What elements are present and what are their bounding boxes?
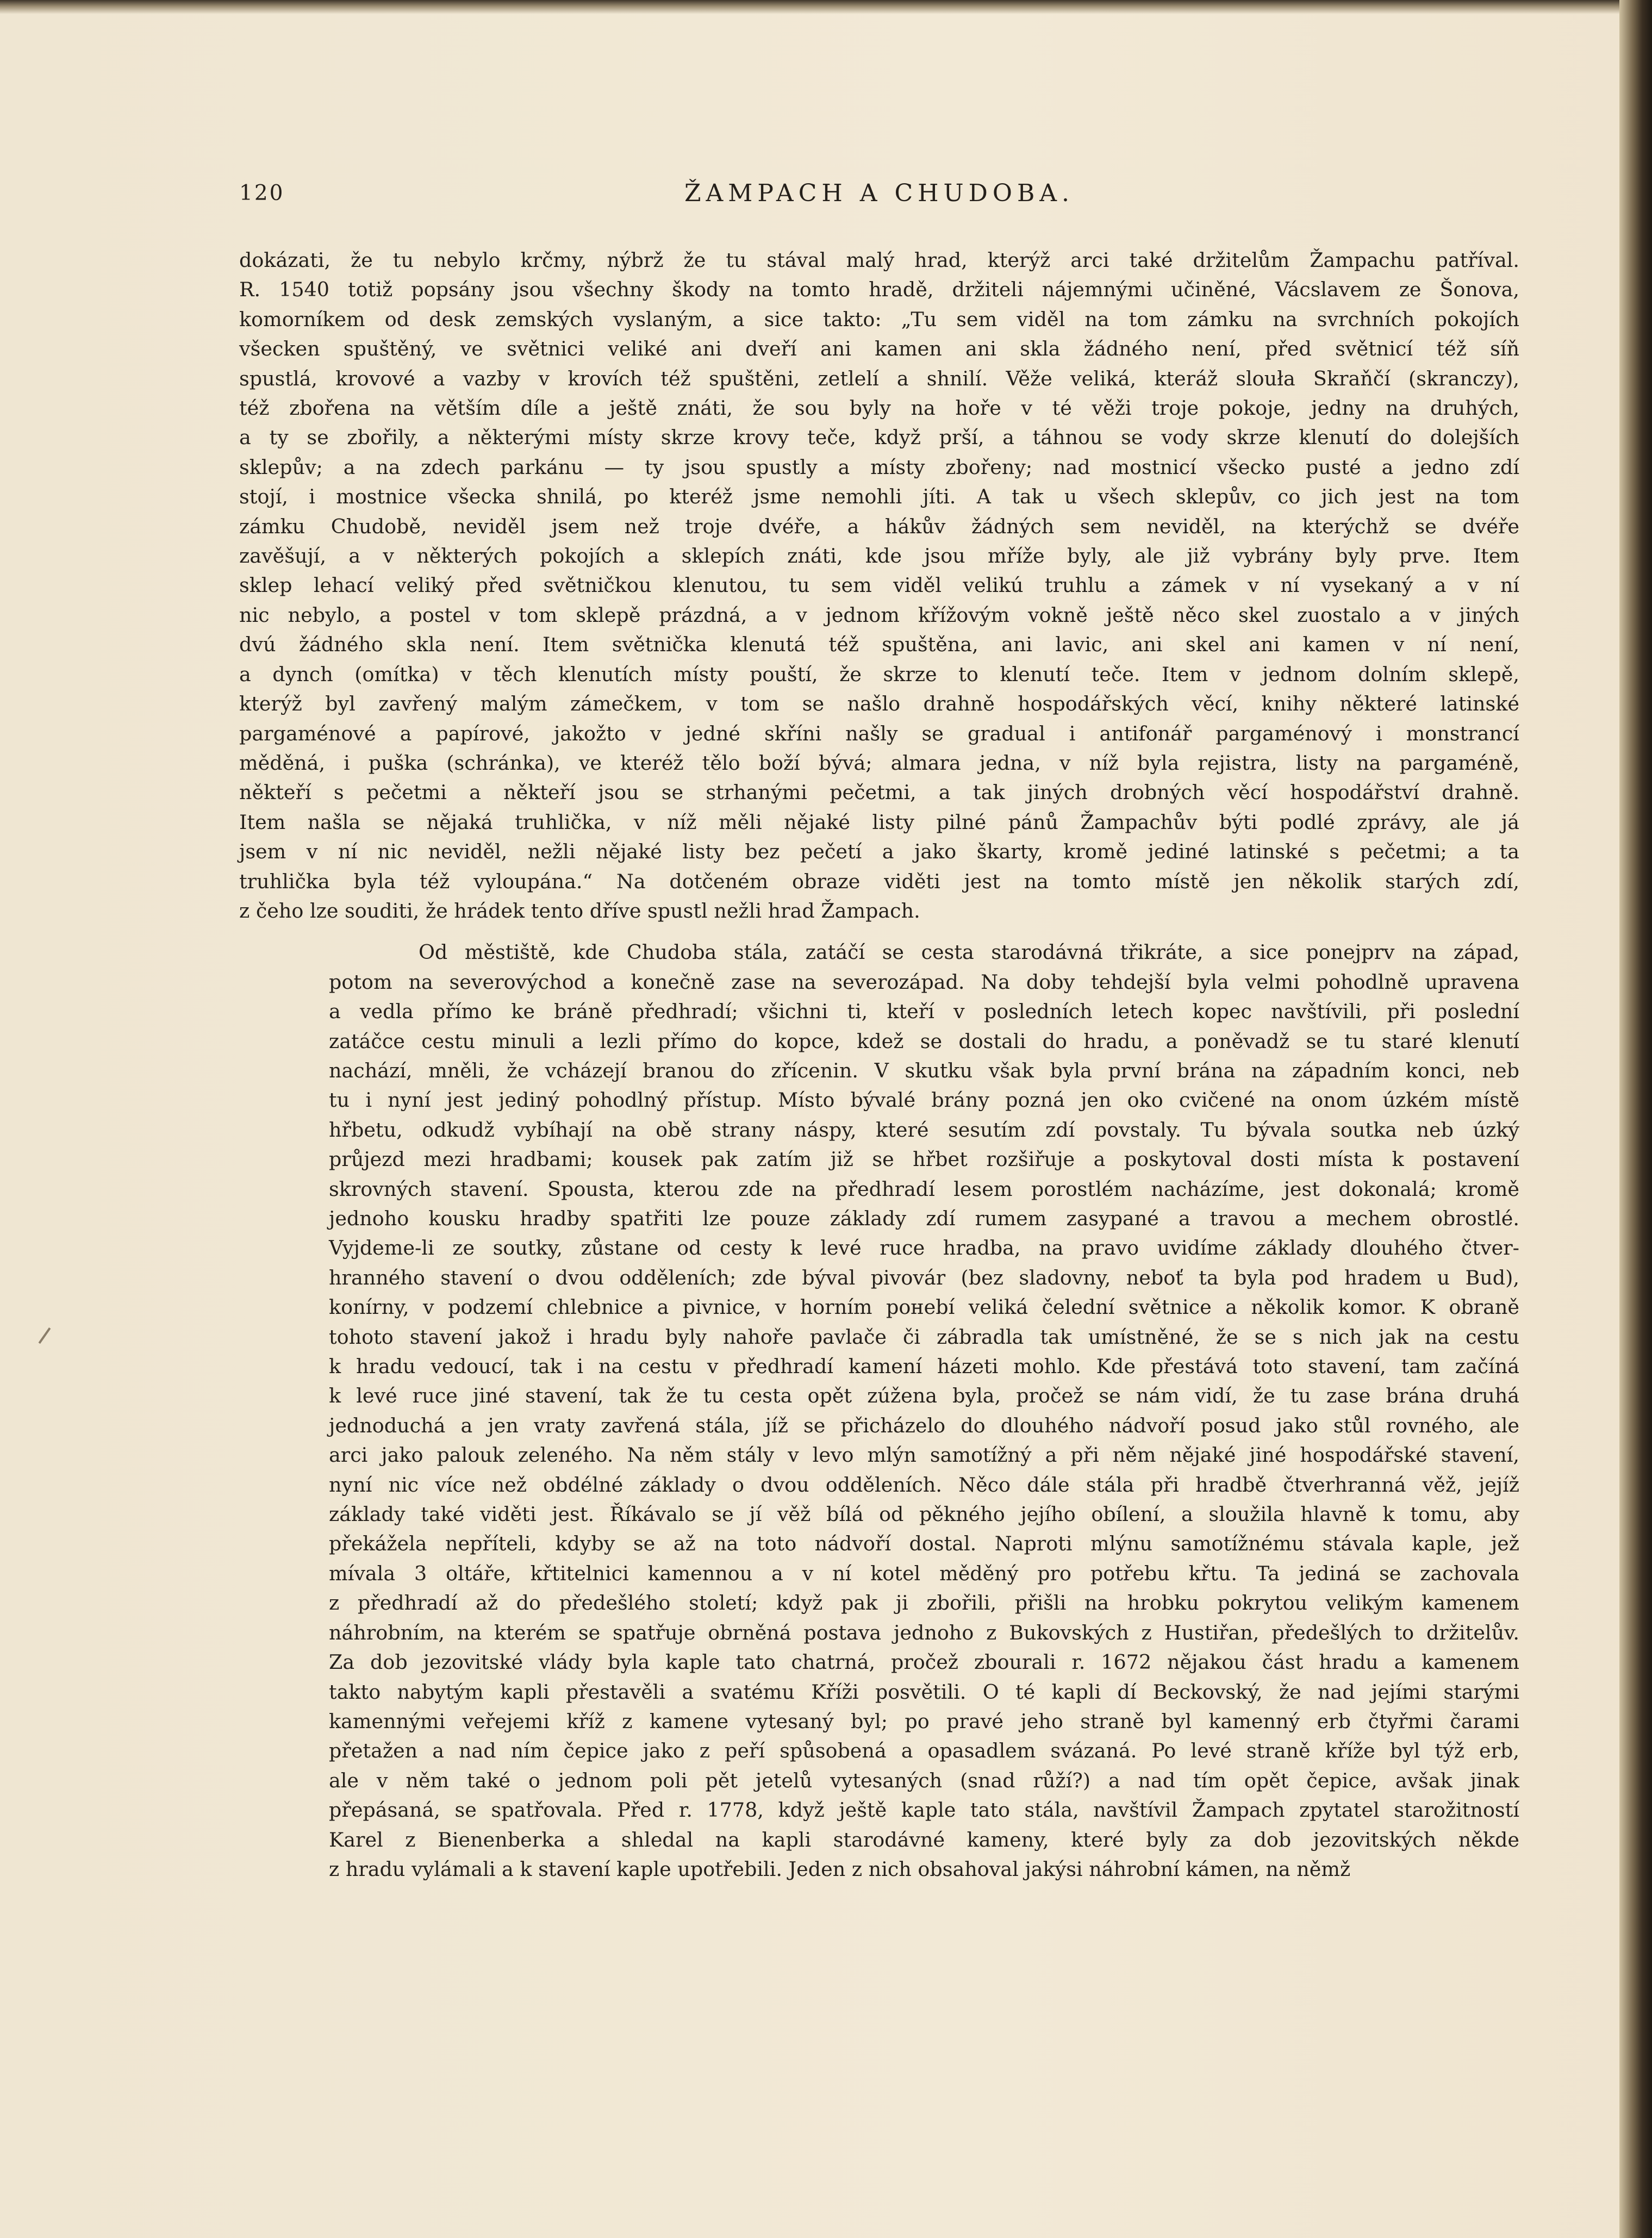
text-line: komorníkem od desk zemských vyslaným, a sice takto: „Tu sem viděl na tom zámku na svrchních pokojích — [239, 307, 1519, 331]
text-line: z hradu vylámali a k stavení kaple upotřebili. Jeden z nich obsahoval jakýsi náhrobní kámen, na němž — [329, 1857, 1351, 1881]
text-line: někteří s pečetmi a někteří jsou se strhanými pečetmi, a tak jiných drobných věcí hospodářství drahně. — [239, 781, 1519, 805]
paragraph — [239, 246, 1519, 926]
text-line: zavěšují, a v některých pokojích a sklepích znáti, kde jsou mříže byly, ale již vybrány byly prve. Item — [239, 544, 1519, 568]
text-line: Karel z Bienenberka a shledal na kapli starodávné kameny, které byly za dob jezovitských někde — [329, 1828, 1519, 1852]
text-line: z čeho lze souditi, že hrádek tento dříve spustl nežli hrad Žampach. — [239, 899, 920, 922]
page-header — [239, 177, 1519, 210]
page-number: 120 — [239, 181, 285, 205]
book-binding-edge — [1619, 0, 1652, 2238]
text-line: takto nabytým kapli přestavěli a svatému Kříži posvětili. O té kapli dí Beckovský, že nad jejími starými — [329, 1680, 1519, 1704]
text-line: všecken spuštěný, ve světnici veliké ani dveří ani kamen ani skla žádného není, před světnicí též síň — [239, 337, 1519, 361]
text-line: mívala 3 oltáře, křtitelnici kamennou a v ní kotel měděný pro potřebu křtu. Ta jediná se zachovala — [329, 1561, 1519, 1585]
text-line: nyní nic více než obdélné základy o dvou odděleních. Něco dále stála při hradbě čtverhranná věž, jejíž — [329, 1473, 1519, 1497]
text-line: z předhradí až do předešlého století; když pak ji zbořili, přišli na hrobku pokrytou velikým kamenem — [329, 1591, 1519, 1615]
text-line: Item našla se nějaká truhlička, v níž měli nějaké listy pilné pánů Žampachův býti podlé zprávy, ale já — [239, 810, 1519, 834]
text-line: truhlička byla též vyloupána.“ Na dotčeném obraze viděti jest na tomto místě jen několik starých zdí, — [239, 869, 1519, 893]
text-line: tohoto stavení jakož i hradu byly nahoře pavlače či zábradla tak umístněné, že se s nich jak na cestu — [329, 1325, 1519, 1349]
text-line: tu i nyní jest jediný pohodlný přístup. Místo bývalé brány pozná jen oko cvičené na onom úzkém místě — [329, 1088, 1519, 1112]
paragraph — [239, 938, 1519, 1884]
text-line: základy také viděti jest. Říkávalo se jí věž bílá od pěkného jejího obílení, a sloužila hlavně k tomu, aby — [329, 1503, 1519, 1526]
text-line: zámku Chudobě, neviděl jsem než troje dvéře, a hákův žádných sem neviděl, na kterýchž se dvéře — [239, 514, 1519, 538]
text-line: jednoduchá a jen vraty zavřená stála, jíž se přicházelo do dlouhého nádvoří posud jako stůl rovného, ale — [329, 1413, 1519, 1437]
text-line: překážela nepříteli, kdyby se až na toto nádvoří dostal. Naproti mlýnu samotížnému stávala kaple, jež — [329, 1532, 1519, 1556]
text-line: průjezd mezi hradbami; kousek pak zatím již se hřbet rozšiřuje a poskytoval dosti místa k postavení — [329, 1148, 1519, 1171]
text-line: nic nebylo, a postel v tom sklepě prázdná, a v jednom křížovým vokně ještě něco skel zuostalo a v jiných — [239, 603, 1519, 627]
text-line: arci jako palouk zeleného. Na něm stály v levo mlýn samotížný a při něm nějaké jiné hospodářské stavení, — [329, 1443, 1519, 1467]
text-line: Od městiště, kde Chudoba stála, zatáčí se cesta starodávná třikráte, a sice ponejprv na západ, — [419, 940, 1519, 964]
text-line: stojí, i mostnice všecka shnilá, po kteréž jsme nemohli jíti. A tak u všech sklepův, co jich jest na tom — [239, 485, 1519, 509]
text-line: ale v něm také o jednom poli pět jetelů vytesaných (snad růží?) a nad tím opět čepice, avšak jinak — [329, 1768, 1519, 1792]
text-line: pargaménové a papírové, jakožto v jedné skříni našly se gradual i antifonář pargaménový i monstrancí — [239, 721, 1519, 745]
text-line: hranného stavení o dvou odděleních; zde býval pivovár (bez sladovny, neboť ta byla pod hradem u Bud), — [329, 1266, 1519, 1289]
text-line: kterýž byl zavřený malým zámečkem, v tom se našlo drahně hospodářských věcí, knihy některé latinské — [239, 692, 1519, 716]
text-line: skrovných stavení. Spousta, kterou zde na předhradí lesem porostlém nacházíme, jest dokonalá; kromě — [329, 1177, 1519, 1201]
text-line: sklep lehací veliký před světničkou klenutou, tu sem viděl velikú truhlu a zámek v ní vysekaný a v ní — [239, 573, 1519, 597]
text-line: a ty se zbořily, a některými místy skrze krovy teče, když prší, a táhnou se vody skrze klenutí do dolejších — [239, 426, 1519, 450]
text-line: Vyjdeme-li ze soutky, zůstane od cesty k levé ruce hradba, na pravo uvidíme základy dlouhého čtver- — [329, 1236, 1519, 1260]
running-title: ŽAMPACH A CHUDOBA. — [684, 179, 1075, 207]
text-line: přepásaná, se spatřovala. Před r. 1778, když ještě kaple tato stála, navštívil Žampach zpytatel starožitností — [329, 1798, 1519, 1822]
text-line: R. 1540 totiž popsány jsou všechny škody na tomto hradě, držiteli nájemnými učiněné, Vácslavem ze Šonova, — [239, 278, 1519, 302]
text-line: kamennými veřejemi kříž z kamene vytesaný byl; po pravé jeho straně byl kamenný erb čtyřmi čarami — [329, 1709, 1519, 1733]
text-line: potom na severovýchod a konečně zase na severozápad. Na doby tehdejší byla velmi pohodlně upravena — [329, 970, 1519, 994]
page-top-shadow — [0, 0, 1619, 14]
text-line: a dynch (omítka) v těch klenutích místy pouští, že skrze to klenutí teče. Item v jednom dolním sklepě, — [239, 662, 1519, 686]
text-line: konírny, v podzemí chlebnice a pivnice, v horním poнebí veliká čelední světnice a několik komor. K obraně — [329, 1295, 1519, 1319]
body-text — [239, 246, 1519, 1884]
text-line: sklepův; a na zdech parkánu — ty jsou spustly a místy zbořeny; nad mostnicí všecko pusté a jedno zdí — [239, 455, 1519, 479]
text-line: k levé ruce jiné stavení, tak že tu cesta opět zúžena byla, pročež se nám vidí, že tu zase brána druhá — [329, 1384, 1519, 1408]
text-line: spustlá, krovové a vazby v krovích též spuštěni, zetlelí a shnilí. Věže veliká, kteráž slouła Skraňčí (skranczy), — [239, 366, 1519, 390]
text-line: přetažen a nad ním čepice jako z peří spůsobená a opasadlem svázaná. Po levé straně kříže byl týž erb, — [329, 1739, 1519, 1763]
text-line: též zbořena na větším díle a ještě znáti, že sou byly na hoře v té věži troje pokoje, jedny na druhých, — [239, 396, 1519, 420]
text-line: jsem v ní nic neviděl, nežli nějaké listy bez pečetí a jako škarty, kromě jediné latinské s pečetmi; a ta — [239, 840, 1519, 864]
text-line: dvú žádného skla není. Item světnička klenutá též spuštěna, ani lavic, ani skel ani kamen v ní není, — [239, 633, 1519, 657]
text-line: náhrobním, na kterém se spatřuje obrněná postava jednoho z Bukovských z Hustiřan, předešlých to držitelův. — [329, 1620, 1519, 1644]
text-line: měděná, i puška (schránka), ve kteréž tělo boží bývá; almara jedna, v níž byla rejistra, listy na pargaméně, — [239, 751, 1519, 775]
text-line: nachází, mněli, že vcházejí branou do zřícenin. V skutku však byla první brána na západním konci, neb — [329, 1058, 1519, 1082]
text-line: jednoho kousku hradby spatřiti lze pouze základy zdí rumem zasypané a travou a mechem obrostlé. — [329, 1207, 1519, 1230]
text-line: Za dob jezovitské vlády byla kaple tato chatrná, pročež zbourali r. 1672 nějakou část hradu a kamenem — [329, 1650, 1519, 1674]
margin-pencil-mark — [39, 1327, 51, 1344]
text-line: zatáčce cestu minuli a lezli přímo do kopce, kdež se dostali do hradu, a poněvadž se tu staré klenutí — [329, 1029, 1519, 1053]
text-line: dokázati, že tu nebylo krčmy, nýbrž že tu stával malý hrad, kterýž arci také držitelům Žampachu patříval. — [239, 248, 1519, 272]
text-line: hřbetu, odkudž vybíhají na obě strany náspy, které sesutím zdí povstaly. Tu bývala soutka neb úzký — [329, 1118, 1519, 1142]
text-line: a vedla přímo ke bráně předhradí; všichni ti, kteří v posledních letech kopec navštívili, při poslední — [329, 1000, 1519, 1024]
text-line: k hradu vedoucí, tak i na cestu v předhradí kamení házeti mohlo. Kde přestává toto stavení, tam začíná — [329, 1355, 1519, 1379]
